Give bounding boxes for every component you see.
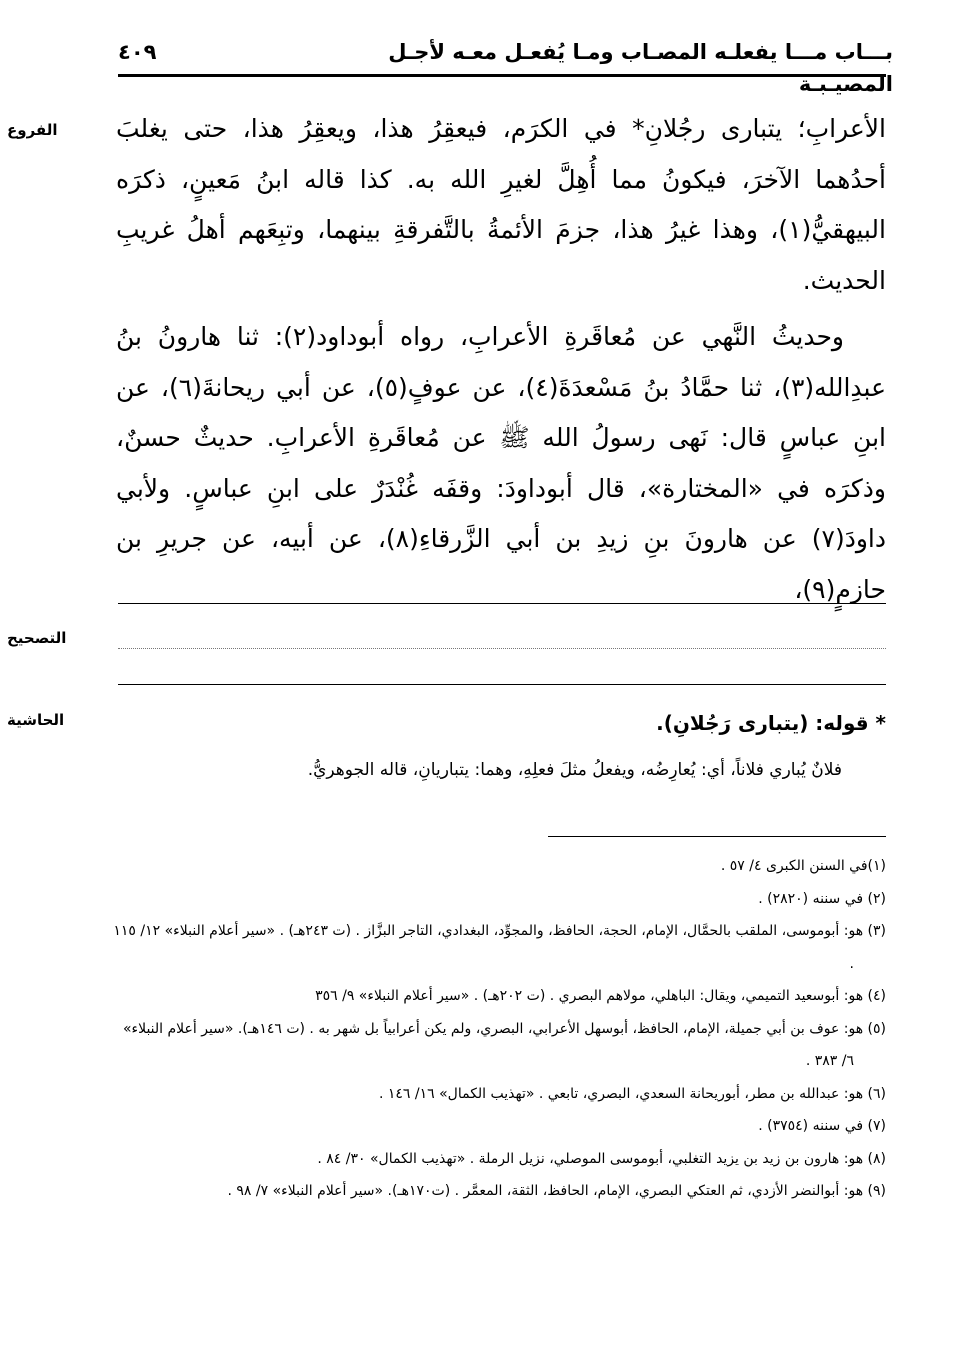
hashiya-section [160,708,886,784]
footnote-rule [548,836,886,837]
chapter-title: بـــاب مـــا يفعلـه المصـاب ومـا يُفعـل معـه لأجـل المصيـبـة [388,40,893,96]
hashiya-title: * قوله: (يتبارى رَجُلانِ). [656,711,886,735]
hashiya-text: فلانٌ يُباري فلاناً، أي: يُعارِضُه، ويفعلُ مثلَ فعلِهِ، وهما: يتباريانِ، قاله الجوهريُّ. [307,760,842,780]
footnote-8: (٨) هو: هارون بن زيد بن يزيد التغلبي، أبوموسى الموصلي، نزيل الرملة . «تهذيب الكمال» ٣٠/ ٨٤ . [317,1150,886,1167]
main-paragraph-2 [116,312,886,615]
footnote-1: (١)في السنن الكبرى ٤/ ٥٧ . [720,858,886,874]
footnotes [110,850,886,1208]
footnote-2: (٢) في سننه (٢٨٢٠) . [758,890,886,907]
footnote-7: (٧) في سننه (٣٧٥٤) . [758,1118,886,1134]
main-text [116,104,886,615]
main-paragraph-1: الأعرابِ؛ يتبارى رجُلانِ* في الكرَم، فيعقِرُ هذا، ويعقِرُ هذا، حتى يغلبَ أحدُهما الآخرَ، فيكونُ مما أُهِلَّ لغيرِ الله به. كذا قاله ابنُ مَعينٍ، ذكرَه البيهقيُّ(١)، وهذا غيرُ هذا، جزمَ الأئمةُ بالتَّفرقةِ بينهما، وتبِعَهم أهلُ غريبِ الحديث. [116,114,886,295]
page-number: ٤٠٩ [118,40,157,64]
footnote-6: (٦) هو: عبدالله بن مطر، أبوريحانة السعدي، البصري، تابعي . «تهذيب الكمال» ١٦/ ١٤٦ . [378,1085,886,1102]
tashih-dotted-line [118,648,886,649]
footnote-5: (٥) هو: عوف بن أبي جميلة، الإمام، الحافظ، أبوسهل الأعرابي، البصري، ولم يكن أعرابياً بل شهر به . (ت ١٤٦هـ). «سير أعلام النبلاء» ٦/ ٣٨٣ . [122,1020,886,1069]
hashiya-label: الحاشية [7,711,65,729]
tashih-label: التصحيح [7,629,67,647]
footnote-4: (٤) هو: أبوسعيد التميمي، ويقال: الباهلي، مولاهم البصري . (ت ٢٠٢هـ) . «سير أعلام النبلاء» ٩/ ٣٥٦ [315,988,886,1004]
header-rule [118,74,886,77]
footnote-3: (٣) هو: أبوموسى، الملقب بالحمَّال، الإمام، الحجة، الحافظ، والمجوِّد، البغدادي، التاجر البزَّاز . (ت ٢٤٣هـ) . «سير أعلام النبلاء» ١٢/ ١١٥ . [113,923,886,972]
section-divider-bottom [118,684,886,685]
footnote-9: (٩) هو: أبوالنضر الأزدي، ثم العتكي البصري، الإمام، الحافظ، الثقة، المعمَّر . (ت١٧٠هـ). «سير أعلام النبلاء» ٧/ ٩٨ . [227,1183,886,1199]
main-paragraph-2-text: وحديثُ النَّهي عن مُعاقَرةِ الأعرابِ، رواه أبوداود(٢): ثنا هارونُ بنُ عبدِالله(٣)، ثنا حمَّادُ بنُ مَسْعدَةَ(٤)، عن عوفٍ(٥)، عن أبي ريحانةَ(٦)، عن ابنِ عباسٍ قال: نَهى رسولُ الله ﷺ عن مُعاقَرةِ الأعرابِ. حديثٌ حسنٌ، وذكرَه في «المختارة»، قال أبوداودَ: وقفَه غُنْدَرٌ على ابنِ عباسٍ. ولأبي داودَ(٧) عن هارونَ بنِ زيدِ بن أبي الزَّرقاءِ(٨)، عن أبيه، عن جريرِ بن حازمٍ(٩)، [116,322,886,604]
furu-label: الفروع [7,121,58,139]
section-divider-top [118,603,886,604]
